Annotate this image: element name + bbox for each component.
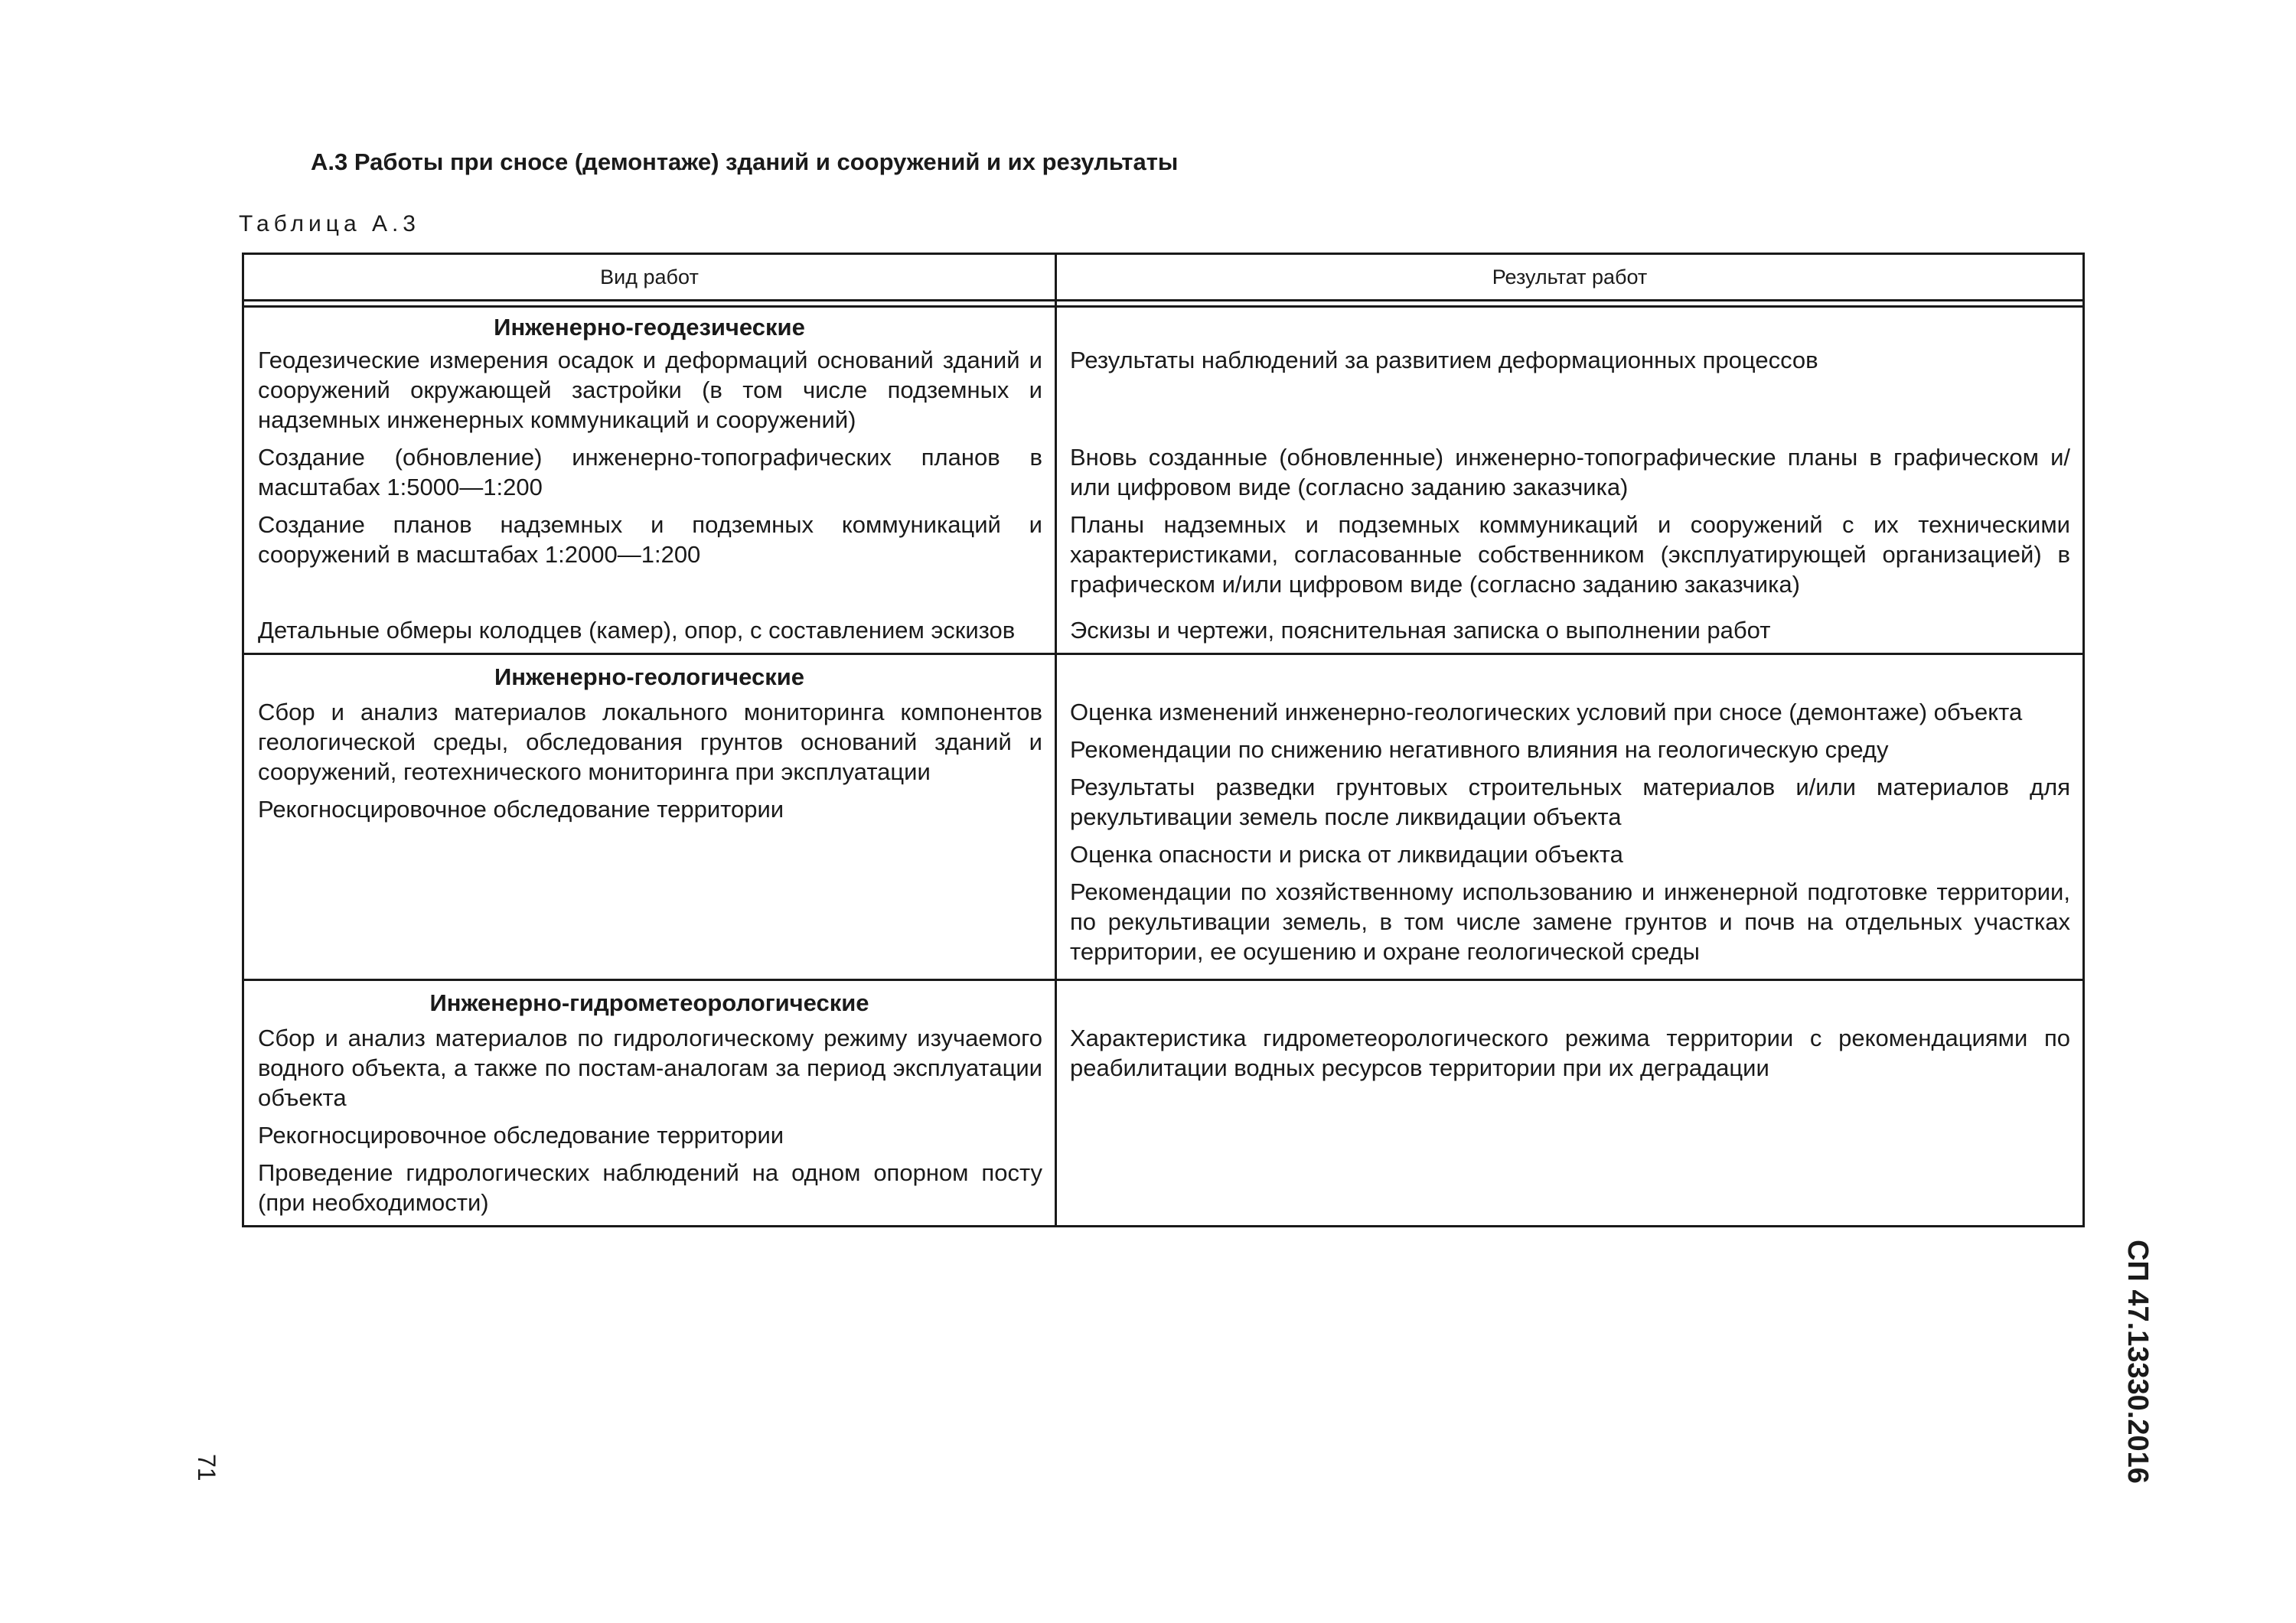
table-cell: Геодезические измерения осадок и деформаций оснований зданий и сооружений окружающей застройки (в том числе подземных и надземных инженерных коммуникаций и сооружений) — [258, 347, 1042, 433]
table-caption: Таблица А.3 — [239, 211, 420, 236]
table-cell: Эскизы и чертежи, пояснительная записка о выполнении работ — [1070, 617, 1771, 644]
column-header-work-result: Результат работ — [1492, 266, 1648, 288]
section-title: А.3 Работы при сносе (демонтаже) зданий и сооружений и их результаты — [311, 148, 1179, 175]
table-cell: Оценка опасности и риска от ликвидации объекта — [1070, 841, 1623, 868]
section-heading-geodetic: Инженерно-геодезические — [494, 314, 805, 341]
table-cell: Вновь созданные (обновленные) инженерно-топографические планы в графическом и/или цифровом виде (согласно заданию заказчика) — [1070, 444, 2070, 500]
section-divider — [244, 653, 2082, 655]
table-cell: Характеристика гидрометеорологического режима территории с рекомендациями по реабилитации водных ресурсов территории при их деградации — [1070, 1025, 2070, 1081]
section-heading-geological: Инженерно-геологические — [494, 663, 805, 690]
table-cell: Рекомендации по снижению негативного влияния на геологическую среду — [1070, 736, 1889, 763]
table-cell: Детальные обмеры колодцев (камер), опор, с составлением эскизов — [258, 617, 1016, 644]
section-divider — [244, 979, 2082, 981]
section-heading-hydrometeorological: Инженерно-гидрометеорологические — [429, 989, 869, 1016]
document-code: СП 47.13330.2016 — [2122, 1240, 2154, 1484]
table-cell: Оценка изменений инженерно-геологических условий при сносе (демонтаже) объекта — [1070, 699, 2023, 725]
table-cell: Планы надземных и подземных коммуникаций и сооружений с их техническими характеристиками, согласованные собственником (эксплуатирующей организацией) в графическом и/или цифровом виде (согласно заданию заказчика) — [1070, 511, 2070, 598]
table-cell: Рекогносцировочное обследование территории — [258, 796, 784, 823]
page-number: 71 — [193, 1454, 220, 1481]
table-cell: Результаты наблюдений за развитием деформационных процессов — [1070, 347, 1818, 373]
table-cell: Сбор и анализ материалов локального мониторинга компонентов геологической среды, обследования грунтов оснований зданий и сооружений, геотехнического мониторинга при эксплуатации — [258, 699, 1042, 785]
header-rule — [244, 299, 2082, 301]
header-rule-double — [244, 305, 2082, 308]
table-cell: Создание (обновление) инженерно-топографических планов в масштабах 1:5000—1:200 — [258, 444, 1042, 500]
table-cell: Сбор и анализ материалов по гидрологическому режиму изучаемого водного объекта, а также по постам-аналогам за период эксплуатации объекта — [258, 1025, 1042, 1111]
column-header-work-type: Вид работ — [600, 266, 699, 288]
column-divider — [1055, 255, 1057, 1225]
works-table — [242, 253, 2085, 1227]
table-cell: Рекогносцировочное обследование территории — [258, 1122, 784, 1149]
table-cell: Рекомендации по хозяйственному использованию и инженерной подготовке территории, по рекультивации земель, в том числе замене грунтов и почв на отдельных участках территории, ее осушению и охране геологической среды — [1070, 878, 2070, 965]
table-cell: Проведение гидрологических наблюдений на одном опорном посту (при необходимости) — [258, 1159, 1042, 1216]
table-cell: Создание планов надземных и подземных коммуникаций и сооружений в масштабах 1:2000—1:200 — [258, 511, 1042, 568]
table-cell: Результаты разведки грунтовых строительных материалов и/или материалов для рекультивации земель после ликвидации объекта — [1070, 774, 2070, 830]
